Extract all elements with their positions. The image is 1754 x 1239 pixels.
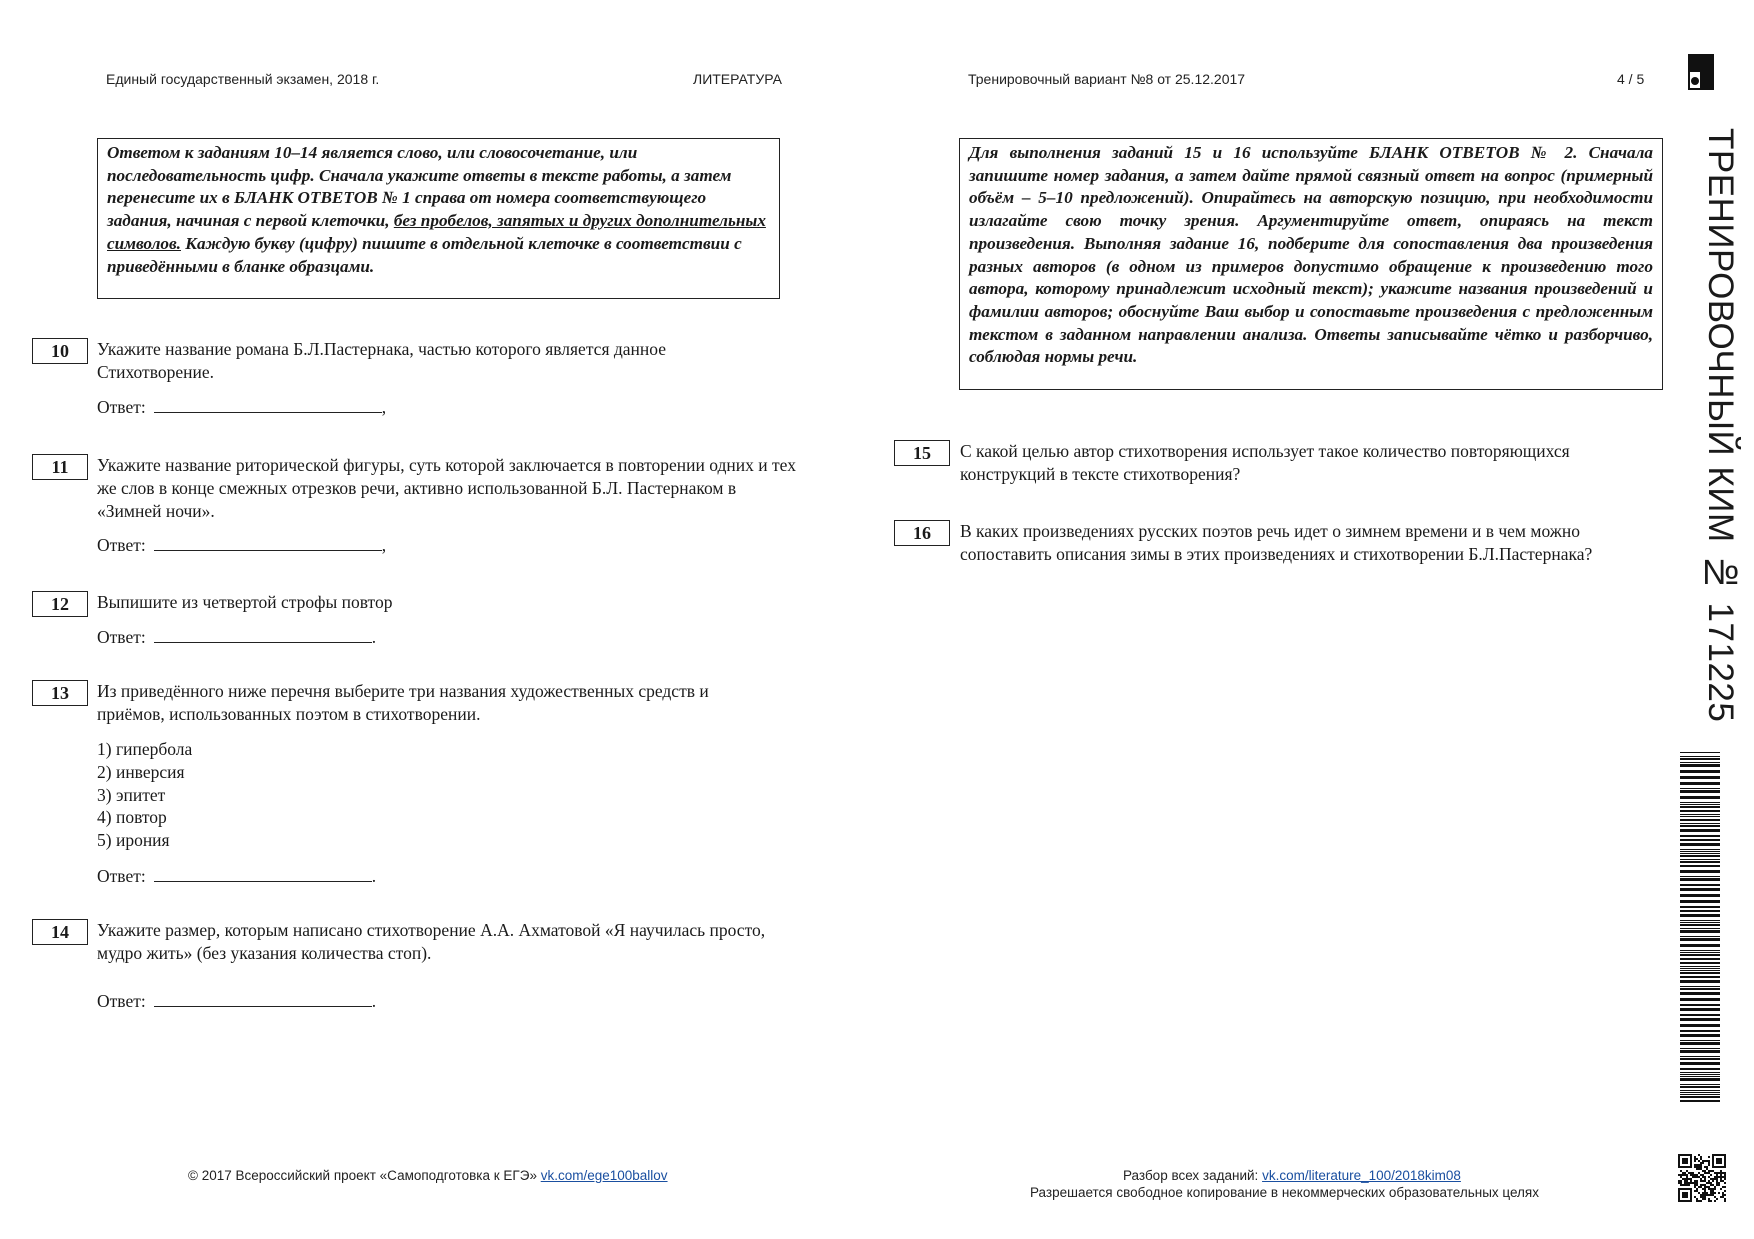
question-number-14: 14 [32,919,88,945]
header-page-number: 4 / 5 [1617,71,1645,87]
header-subject: ЛИТЕРАТУРА [693,71,782,87]
sidebar-kim-label: ТРЕНИРОВОЧНЫЙ КИМ № 171225 [1701,128,1740,723]
answer-label-11: Ответ: [97,535,146,555]
question-text-15: С какой целью автор стихотворения использует такое количество повторяющихся конструкций в тексте стихотворения? [960,441,1570,484]
qr-code-icon [1678,1154,1726,1202]
answer-line-12[interactable]: Ответ: . [97,624,376,649]
question-text-12: Выпишите из четвертой строфы повтор [97,592,393,612]
question-text-16: В каких произведениях русских поэтов речь идет о зимнем времени и в чем можно сопоставить описания зимы в этих произведениях и стихотворении Б.Л.Пастернака? [960,521,1593,564]
barcode-icon [1680,752,1720,1102]
answer-line-11[interactable]: Ответ: , [97,532,386,557]
left-instruction-box [97,138,780,299]
left-instruction-part2: Каждую букву (цифру) пишите в отдельной клеточке в соответствии с приведёнными в бланке образцами. [107,233,742,276]
option-item: 2) инверсия [97,761,185,782]
question-number-10: 10 [32,338,88,364]
question-number-15: 15 [894,440,950,466]
footer-copyright [188,1168,668,1183]
answer-line-10[interactable]: Ответ: , [97,394,386,419]
question-text-11: Укажите название риторической фигуры, суть которой заключается в повторении одних и тех же слов в конце смежных отрезков речи, активно использованной Б.Л. Пастернаком в «Зимней ночи». [97,455,796,521]
answer-label-14: Ответ: [97,991,146,1011]
question-number-11: 11 [32,454,88,480]
footer-analysis-label: Разбор всех заданий: [1123,1168,1263,1183]
question-number-12: 12 [32,591,88,617]
answer-line-13[interactable]: Ответ: . [97,863,376,888]
answer-label-10: Ответ: [97,397,146,417]
left-instruction-part1: Ответом к заданиям 10–14 является слово, или словосочетание, или последовательность цифр. Сначала укажите ответы в тексте работы, а затем перенесите их в БЛАНК ОТВЕТОВ № 1 справа от номера соответствующего задания, начиная с первой клеточки, [107,143,732,231]
question-number-16: 16 [894,520,950,546]
answer-label-12: Ответ: [97,627,146,647]
footer-copyright-text: © 2017 Всероссийский проект «Самоподготовка к ЕГЭ» [188,1168,541,1183]
option-item: 4) повтор [97,807,167,828]
question-text-10: Укажите название романа Б.Л.Пастернака, частью которого является данное Стихотворение. [97,339,667,382]
footer-analysis [1123,1168,1461,1183]
options-list-13 [97,738,192,852]
header-exam-title: Единый государственный экзамен, 2018 г. [106,71,380,87]
answer-line-14[interactable]: Ответ: . [97,988,376,1013]
left-instruction-underlined: без пробелов, запятых и других дополнительных символов. [107,211,766,253]
right-instruction-box: Для выполнения заданий 15 и 16 используйте БЛАНК ОТВЕТОВ № 2. Сначала запишите номер задания, а затем дайте прямой связный ответ на вопрос (примерный объём – 5–10 предложений). Опирайтесь на авторскую позицию, при необходимости излагайте свою точку зрения. Аргументируйте ответ, опираясь на текст произведения. Выполняя задание 16, подберите для сопоставления два произведения разных авторов (в одном из примеров допустимо обращение к произведению того автора, которому принадлежит исходный текст); укажите названия произведений и фамилии авторов; обоснуйте Ваш выбор и сопоставьте произведения с предложенным текстом в заданном направлении анализа. Ответы записывайте чётко и разборчиво, соблюдая нормы речи. [959,138,1663,390]
answer-label-13: Ответ: [97,866,146,886]
question-text-14: Укажите размер, которым написано стихотворение А.А. Ахматовой «Я научилась просто, мудро жить» (без указания количества стоп). [97,920,766,963]
question-text-13: Из приведённого ниже перечня выберите три названия художественных средств и приёмов, использованных поэтом в стихотворении. [97,681,709,724]
header-variant: Тренировочный вариант №8 от 25.12.2017 [968,71,1246,87]
footer-license: Разрешается свободное копирование в некоммерческих образовательных целях [1030,1185,1539,1200]
footer-analysis-link[interactable]: vk.com/literature_100/2018kim08 [1262,1168,1461,1183]
corner-marker-icon [1688,54,1714,90]
option-item: 3) эпитет [97,784,166,805]
footer-copyright-link[interactable]: vk.com/ege100ballov [540,1168,668,1183]
option-item: 5) ирония [97,830,170,851]
option-item: 1) гипербола [97,739,193,759]
question-number-13: 13 [32,680,88,706]
